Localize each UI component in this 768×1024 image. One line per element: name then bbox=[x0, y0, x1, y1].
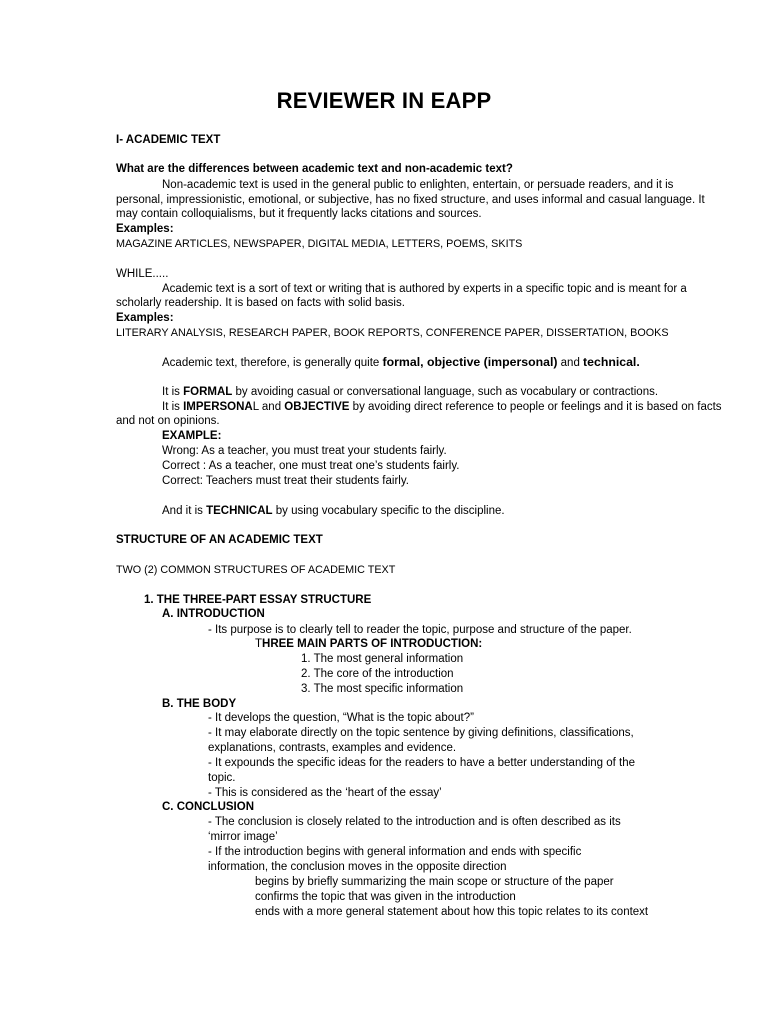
academic-examples: LITERARY ANALYSIS, RESEARCH PAPER, BOOK REPORTS, CONFERENCE PAPER, DISSERTATION, BOOKS bbox=[116, 327, 669, 339]
example-line: Correct : As a teacher, one must treat one’s students fairly. bbox=[162, 460, 460, 472]
paragraph-line: scholarly readership. It is based on facts with solid basis. bbox=[116, 297, 405, 309]
bold-run: TECHNICAL bbox=[206, 505, 273, 517]
text-run: and bbox=[557, 357, 584, 369]
conclusion-step: ends with a more general statement about how this topic relates to its context bbox=[255, 906, 649, 918]
conclusion-step: begins by briefly summarizing the main scope or structure of the paper bbox=[255, 876, 614, 888]
body-heading: B. THE BODY bbox=[162, 698, 237, 710]
nonacademic-examples: MAGAZINE ARTICLES, NEWSPAPER, DIGITAL MEDIA, LETTERS, POEMS, SKITS bbox=[116, 238, 523, 250]
examples-label: Examples: bbox=[116, 223, 174, 235]
while-text: WHILE..... bbox=[116, 268, 169, 280]
conclusion-step: confirms the topic that was given in the introduction bbox=[255, 891, 516, 903]
bold-run: formal, objective (impersonal) bbox=[382, 355, 558, 369]
paragraph-line: personal, impressionistic, emotional, or subjective, has no fixed structure, and uses informal and casual language. It bbox=[116, 194, 705, 206]
structure-heading: STRUCTURE OF AN ACADEMIC TEXT bbox=[116, 534, 323, 546]
conclusion-line: ‘mirror image’ bbox=[208, 831, 278, 843]
paragraph-line: Non-academic text is used in the general public to enlighten, entertain, or persuade readers, and it is bbox=[162, 179, 674, 191]
paragraph-line: may contain colloquialisms, but it frequently lacks citations and sources. bbox=[116, 208, 482, 220]
essay-structure-heading: 1. THE THREE-PART ESSAY STRUCTURE bbox=[144, 594, 372, 606]
bold-run: IMPERSONA bbox=[183, 401, 253, 413]
body-line: topic. bbox=[208, 772, 236, 784]
intro-part-item: 1. The most general information bbox=[301, 653, 464, 665]
intro-part-item: 2. The core of the introduction bbox=[301, 668, 454, 680]
body-line: - It expounds the specific ideas for the readers to have a better understanding of the bbox=[208, 757, 636, 769]
differences-question: What are the differences between academic text and non-academic text? bbox=[116, 163, 513, 175]
document-title: REVIEWER IN EAPP bbox=[276, 88, 492, 113]
body-line: - This is considered as the ‘heart of the essay’ bbox=[208, 787, 442, 799]
paragraph-line: Academic text is a sort of text or writing that is authored by experts in a specific topic and is meant for a bbox=[162, 283, 687, 295]
conclusion-heading: C. CONCLUSION bbox=[162, 801, 254, 813]
formal-sentence bbox=[162, 385, 658, 400]
text-run: by avoiding casual or conversational language, such as vocabulary or contractions. bbox=[232, 386, 659, 398]
text-run: And it is bbox=[162, 505, 207, 517]
body-line: - It develops the question, “What is the topic about?” bbox=[208, 712, 474, 724]
example-line: Correct: Teachers must treat their students fairly. bbox=[162, 475, 409, 487]
body-line: explanations, contrasts, examples and evidence. bbox=[208, 742, 457, 754]
therefore-sentence bbox=[162, 355, 640, 371]
body-line: - It may elaborate directly on the topic sentence by giving definitions, classifications, bbox=[208, 727, 634, 739]
text-run: L and bbox=[252, 401, 285, 413]
impersonal-sentence bbox=[162, 400, 722, 415]
text-run: T bbox=[255, 638, 263, 650]
text-run: by avoiding direct reference to people or feelings and it is based on facts bbox=[349, 401, 722, 413]
conclusion-line: - If the introduction begins with general information and ends with specific bbox=[208, 846, 582, 858]
conclusion-line: - The conclusion is closely related to the introduction and is often described as its bbox=[208, 816, 621, 828]
technical-sentence bbox=[162, 504, 505, 519]
examples-label: Examples: bbox=[116, 312, 174, 324]
paragraph-line: and not on opinions. bbox=[116, 415, 220, 427]
intro-part-item: 3. The most specific information bbox=[301, 683, 464, 695]
bold-run: technical. bbox=[583, 355, 640, 369]
three-main-parts-heading bbox=[255, 637, 482, 652]
section-heading-academic-text: I- ACADEMIC TEXT bbox=[116, 134, 221, 146]
example-line: Wrong: As a teacher, you must treat your students fairly. bbox=[162, 445, 447, 457]
intro-purpose: - Its purpose is to clearly tell to reader the topic, purpose and structure of the paper. bbox=[208, 624, 632, 636]
text-run: by using vocabulary specific to the discipline. bbox=[272, 505, 505, 517]
text-run: It is bbox=[162, 401, 184, 413]
introduction-heading: A. INTRODUCTION bbox=[162, 608, 265, 620]
bold-run: OBJECTIVE bbox=[284, 401, 350, 413]
bold-run: HREE MAIN PARTS OF INTRODUCTION: bbox=[262, 638, 483, 650]
two-structures-text: TWO (2) COMMON STRUCTURES OF ACADEMIC TEXT bbox=[116, 564, 396, 576]
conclusion-line: information, the conclusion moves in the opposite direction bbox=[208, 861, 507, 873]
bold-run: FORMAL bbox=[183, 386, 233, 398]
text-run: Academic text, therefore, is generally quite bbox=[162, 357, 383, 369]
text-run: It is bbox=[162, 386, 184, 398]
example-label: EXAMPLE: bbox=[162, 430, 222, 442]
